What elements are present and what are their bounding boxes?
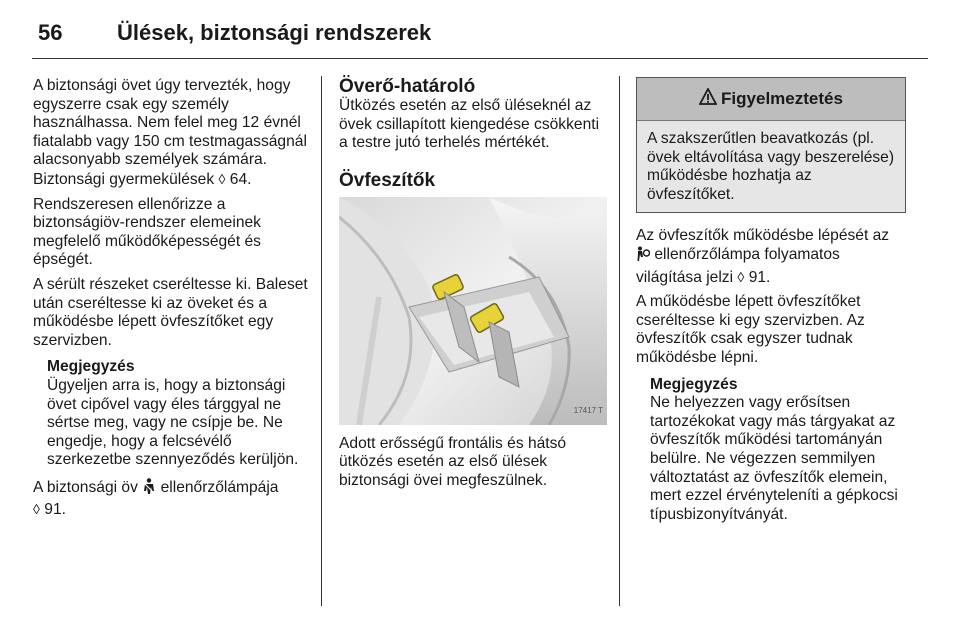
- warning-triangle-icon: [699, 88, 717, 110]
- column-divider-2: [619, 76, 620, 606]
- paragraph: A biztonsági öv ellenőrzőlámpája ◊ 91.: [33, 478, 279, 519]
- figure-caption: Adott erősségű frontális és hátsó ütközés esetén az első ülések biztonsági övei megfeszülnek.: [339, 434, 567, 489]
- note-box: [33, 358, 311, 470]
- page-header: [0, 0, 960, 64]
- page-ref-link[interactable]: 64.: [229, 170, 252, 188]
- paragraph: Ütközés esetén az első üléseknél az övek csillapított kiengedése csökkenti a testre jutó terhelés mértékét.: [339, 97, 600, 152]
- page-title: Ülések, biztonsági rendszerek: [117, 20, 432, 45]
- figure-code: 17417 T: [573, 406, 603, 416]
- seat-buckle-image: [339, 197, 607, 425]
- column-1: [33, 77, 311, 526]
- page-ref-link[interactable]: 91.: [748, 268, 771, 286]
- header-divider: [32, 58, 928, 59]
- pretensioner-illustration: [339, 197, 607, 425]
- warning-title: Figyelmeztetés: [721, 88, 843, 108]
- column-2: [339, 77, 607, 497]
- column-divider-1: [321, 76, 322, 606]
- note-text: Ne helyezzen vagy erősítsen tartozékokat vagy más tárgyakat az övfeszítők működési tartományán belülre. Ne végezzen semmilyen változtatást az övfeszítők elemein, mert ezzel érvényteleníti a gépkocsi típusbizonyítványát.: [650, 394, 898, 523]
- section-title: Övfeszítők: [339, 169, 436, 191]
- section-title: Överő-határoló: [339, 76, 476, 97]
- warning-text: A szakszerűtlen beavatkozás (pl. övek eltávolítása vagy beszerelése) működésbe hozhatja az övfeszítőket.: [647, 130, 895, 203]
- warning-header: [637, 78, 905, 121]
- note-text: Ügyeljen arra is, hogy a biztonsági övet cipővel vagy éles tárggyal ne sértse meg, vagy ne csípje be. Ne engedje, hogy a felcsévélő szerkezetbe szennyeződés kerüljön.: [47, 376, 299, 469]
- note-box: [636, 376, 904, 525]
- paragraph: A működésbe lépett övfeszítőket cseréltesse ki egy szervizben. Az övfeszítők csak egyszer tudnak működésbe lépni.: [636, 293, 865, 366]
- page-ref-link[interactable]: 91.: [44, 501, 66, 519]
- page-ref-arrow: ◊: [33, 501, 40, 518]
- paragraph: A biztonsági övet úgy tervezték, hogy egyszerre csak egy személy használhassa. Nem felel meg 12 évnél fiatalabb vagy 150 cm testmagasságnál alacsonyabb személyek számára. Biztonsági gyermekülések ◊ 64.: [33, 77, 307, 188]
- page-ref-arrow: ◊: [737, 268, 745, 285]
- column-3: [636, 77, 904, 532]
- page-ref-arrow: ◊: [218, 170, 226, 187]
- airbag-pretensioner-icon: [636, 246, 650, 268]
- paragraph: Az övfeszítők működésbe lépését az ellenőrzőlámpa folyamatos világítása jelzi ◊ 91.: [636, 227, 890, 286]
- note-title: Megjegyzés: [47, 358, 135, 376]
- warning-box: [636, 77, 906, 213]
- seatbelt-warning-icon: [142, 478, 156, 501]
- paragraph: A sérült részeket cseréltesse ki. Baleset után cseréltesse ki az öveket és a működésbe lépett övfeszítőket egy szervizben.: [33, 275, 308, 349]
- paragraph: Rendszeresen ellenőrizze a biztonságiöv-rendszer elemeinek megfelelő működőképességét és épségét.: [33, 195, 261, 269]
- note-title: Megjegyzés: [650, 375, 738, 393]
- page-number: 56: [38, 20, 63, 45]
